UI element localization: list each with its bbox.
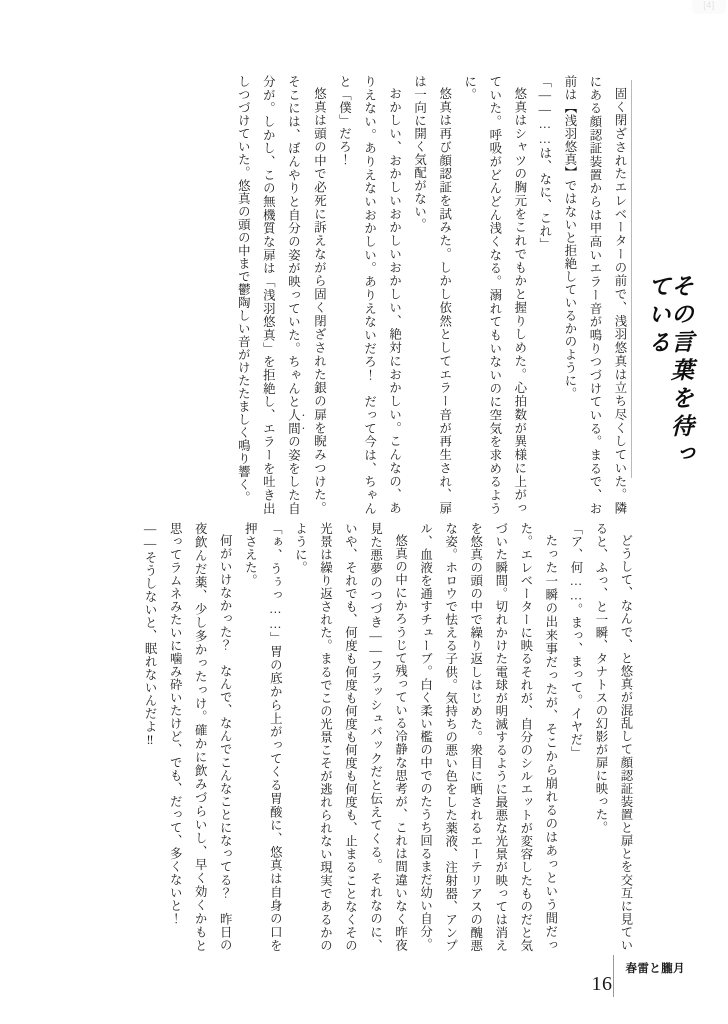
paragraph: 固く閉ざされたエレベーターの前で、浅羽悠真は立ち尽くしていた。隣にある顔認証装置からは甲高いエラー音が鳴りつづけている。まるで、お前は【浅羽悠真】ではないと拒絶しているかのように。 [562,75,627,515]
paragraph: 悠真は再び顔認証を試みた。しかし依然としてエラー音が再生され、扉は一向に開く気配がない。 [412,75,452,515]
book-title: 春雷と朧月 [625,961,685,975]
paragraph: ――そうしないと、眠れないんだよ‼ [143,522,158,748]
paragraph-with-emphasis [230,75,331,515]
paragraph: 何がいけなかった？ なんで、なんでこんなことになってる？ 昨日の夜飲んだ薬、少し多かったっけ。確かに飲みづらいし、早く効くかもと思ってラムネみたいに噛み砕いたけど、でも、だって、多くないと！ [168,522,233,952]
paragraph: たった一瞬の出来事だったが、そこから崩れるのはあっという間だった。エレベーターに映るそれが、自分のシルエットが変容したものだと気づいた瞬間。切れかけた電球が明滅するように最悪な光景が映っては消えを悠真の頭の中で繰り返しはじめた。衆目に晒されるエーテリアスの醜悪な姿。ホロウで怯える子供。気持ちの悪い色をした薬液、注射器、アンプル、血液を通すチューブ。白く柔い檻の中でのたうち回るまだ幼い自分。 [418,522,558,952]
paragraph-dialogue: 「――……は、なに、これ」 [537,75,552,251]
chapter-title: その言葉を待っている [644,273,694,471]
page-number: 16 [591,972,613,995]
paragraph-part-a: 悠真は頭の中で必死に訴えながら固く閉ざされた銀の扉を睨みつけた。そこには、ぼんやりと自分の姿が映っていた。ちゃんと [286,75,327,515]
paragraph: どうして、なんで、と悠真が混乱して顔認証装置と扉とを交互に見ていると、ふっ、と一瞬、タナトスの幻影が扉に映った。 [593,522,633,952]
body-text-lower [94,522,638,952]
paragraph-part-b: の姿をした自分が。しかし、この無機質な扉は「浅羽悠真」を拒絶し、エラーを吐き出しつづけていた。悠真の頭の中まで鬱陶しい音がけたたましく鳴り響く。 [236,75,301,515]
corner-badge: [4] [692,0,726,14]
paragraph: 悠真の中にかろうじて残っている冷静な思考が、これは間違いなく昨夜見た悪夢のつづき――フラッシュバックだと伝えてくる。それなのに、いや、それでも、何度も何度も何度も何度も何度も、止まることなくその光景は繰り返された。まるでこの光景こそが逃れられない現実であるかのように。 [293,522,408,952]
page-footer [592,954,695,998]
emphasis-text: 人間 [286,408,301,436]
body-text-upper [102,75,632,515]
paragraph-dialogue: 「ぁ、うぅっ……」胃の底から上がってくる胃酸に、悠真は自身の口を押さえた。 [243,522,283,952]
footer-divider [613,955,614,997]
paragraph-dialogue: 「ア、何……。まっ、まって。イヤだ」 [568,522,583,760]
paragraph: おかしい、おかしいおかしいおかしい、絶対におかしい。こんなの、ありえない。ありえないおかしい。ありえないだろ！ だって今は、ちゃんと「僕」だろ！ [337,75,402,515]
paragraph: 悠真はシャツの胸元をこれでもかと握りしめた。心拍数が異様に上がっていた。呼吸がどんどん浅くなる。溺れてもいないのに空気を求めるように。 [462,75,527,515]
chapter-title-block [631,78,692,480]
